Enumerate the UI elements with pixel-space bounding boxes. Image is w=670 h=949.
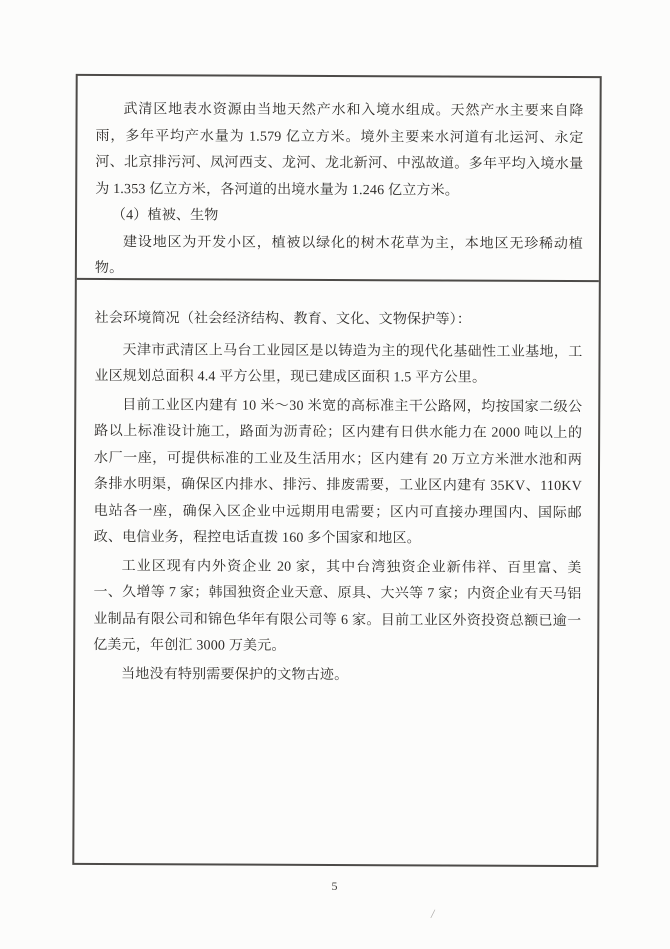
scan-artifact-mark: /	[430, 905, 436, 922]
paragraph-cultural-relics: 当地没有特别需要保护的文物古迹。	[121, 666, 349, 683]
paragraph-surface-water: 武清区地表水资源由当地天然产水和入境水组成。天然产水主要来自降雨，多年平均产水量为 1.579 亿立方米。境外主要来水河道有北运河、永定河、北京排污河、凤河西支、龙河、龙北新河、中泓故道。多年平均入境水量为 1.353 亿立方米，各河道的出境水量为 1.246 亿立方米。	[95, 102, 584, 199]
paragraph-infrastructure: 目前工业区内建有 10 米～30 米宽的高标准主干公路网，均按国家二级公路以上标准设计施工，路面为沥青砼；区内建有日供水能力在 2000 吨以上的水厂一座，可提供标准的工业及生活用水；区内建有 20 万立方米泄水池和两条排水明渠，确保区内排水、排污、排废需要，工业区内建有 35KV、110KV 电站各一座，确保入区企业中远期用电需要；区内可直接办理国内、国际邮政、电信业务，程控电话直拨 160 多个国家和地区。	[93, 397, 583, 547]
section-physical-environment	[77, 76, 600, 282]
page-number: 5	[331, 879, 339, 893]
paragraph-enterprises: 工业区现有内外资企业 20 家，其中台湾独资企业新伟祥、百里富、美一、久增等 7 家；韩国独资企业天意、原具、大兴等 7 家；内资企业有天马铝业制品有限公司和锦色华年有限公司等 6 家。目前工业区外资投资总额已逾一亿美元，年创汇 3000 万美元。	[93, 558, 582, 654]
report-form-table	[72, 74, 601, 867]
section-heading-social-environment: 社会环境简况（社会经济结构、教育、文化、文物保护等）：	[94, 310, 472, 328]
section-social-environment	[74, 280, 599, 865]
paragraph-vegetation: 建设地区为开发小区，植被以绿化的树木花草为主，本地区无珍稀动植物。	[94, 234, 584, 277]
subheading-vegetation-biology: （4）植被、生物	[111, 208, 219, 224]
paragraph-industrial-park-overview: 天津市武清区上马台工业园区是以铸造为主的现代化基础性工业基地，工业区规划总面积 4.4 平方公里，现已建成区面积 1.5 平方公里。	[94, 342, 583, 386]
